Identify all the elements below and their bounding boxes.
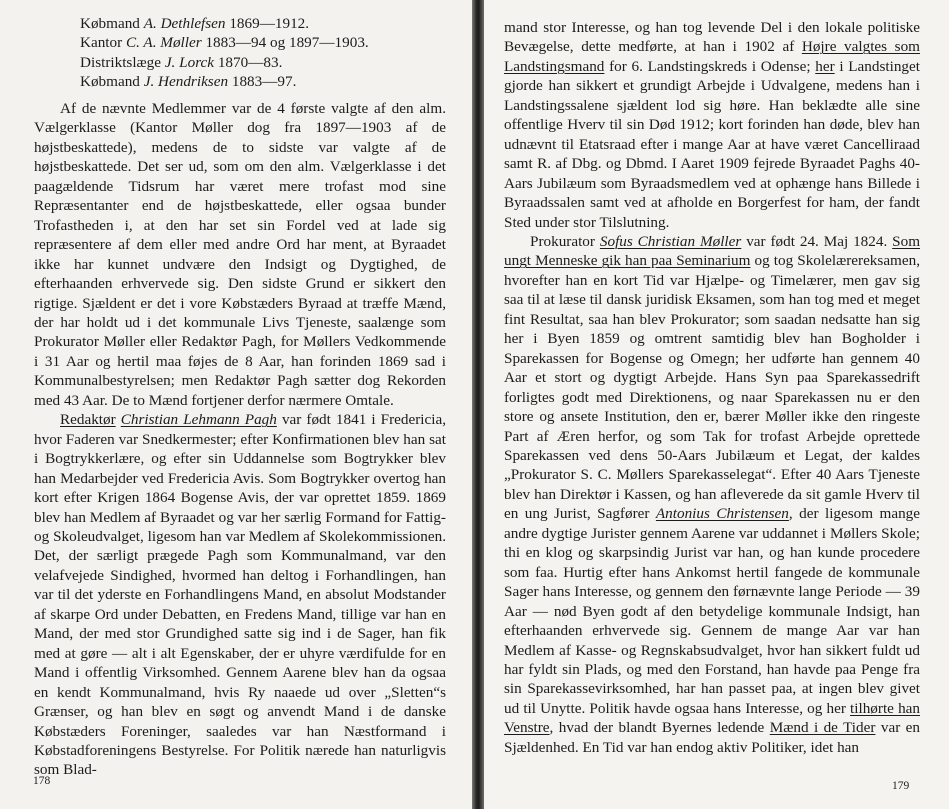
list-item <box>80 53 369 72</box>
text-run: for 6. Landstingskreds i Odense; <box>604 57 816 75</box>
pagh-text: var født 1841 i Fredericia, hvor Faderen var Snedkermester; efter Konfirmationen blev han sat i Bogtrykkerlære, og efter sin Uddannelse som Bogtrykker blev han Medarbejder ved Fredericia Avis. Som Bogtrykker overtog han kort efter Krigen 1864 Bogense Avis, der var oprettet 1859. 1869 blev han Medlem af Byraadet og var her særlig Formand for Fattig- og Skoleudvalget, ligesom han var Medlem af Skolekommissionen. Det, der særligt prægede Pagh som Kommunalmand, var den velafvejede Sindighed, hvormed han deltog i Forhandlingen, han var til det yderste en Forhandlingens Mand, en absolut Modstander af skarpe Ord under Debatten, en Fredens Mand, tillige var han en Mand, der med stor Grundighed satte sig ind i de Sager, han fik med at gøre — alt i alt Egenskaber, der er uhyre værdifulde for en Mand i offentlig Virksomhed. Gennem Aarene blev han da ogsaa en kendt Kommunalmand, hvis Ry naaede ud over „Sletten“s Grænser, og han blev en søgt og anvendt Mand i de danske Købstæders Foreninger, saaledes var han Næstformand i Købstadforeningens Bestyrelse. For Politik nærede han naturligvis som Blad- <box>34 411 447 779</box>
left-body-text <box>34 99 446 780</box>
list-item-name: C. A. Møller <box>125 34 202 52</box>
list-item-title: Distriktslæge <box>80 53 162 71</box>
list-item-years: 1883—97. <box>231 73 297 91</box>
page-number-left: 178 <box>33 775 51 787</box>
text-run: og tog Skolelærereksamen, hvorefter han en kort Tid var Hjælpe- og Timelærer, men gav sig saa til at læse til dansk juridisk Eksamen, som han tog med et meget fint Resultat, saa han blev Prokurator; som saadan nedsatte han sig her i Byen 1859 og omtrent samtidig blev han Bogholder i Sparekassen for Bogense og Omegn; her udførte han gennem 40 Aar et stort og dygtigt Arbejde. Hans Syn paa Sparekassedrift forligtes godt med Direktionens, og naar Sparekassen nu er den store og ansete Institution, den er, bærer Møller ikke den ringeste Part af Æren herfor, og som Tak for trofast Arbejde oprettede Sparekassen ved dens 50-Aars Jubilæum et Legat, der kaldes „Prokurator S. C. Møllers Sparekasselegat“. Efter 40 Aars Tjeneste blev han Direktør i Kassen, og han afleverede da sit gamle Hverv til en ung Jurist, Sagfører <box>504 252 921 523</box>
pagh-name: Christian Lehmann Pagh <box>120 411 277 429</box>
list-item-title: Kantor <box>80 34 123 52</box>
moller-name: Sofus Christian Møller <box>599 232 742 250</box>
list-item-name: J. Lorck <box>164 53 215 71</box>
list-item <box>80 33 369 52</box>
right-page <box>484 0 949 809</box>
underlined-text: Mænd i de Tider <box>769 719 876 737</box>
list-item-title: Købmand <box>80 15 140 32</box>
member-list <box>80 14 369 92</box>
text-run: var en Sjældenhed. En Tid var han endog aktiv Politiker, idet han <box>504 719 920 756</box>
left-page <box>0 0 472 809</box>
text-run: , hvad der blandt Byernes ledende <box>549 719 770 737</box>
text-run: var født 24. Maj 1824. <box>741 232 893 250</box>
list-item <box>80 72 369 91</box>
list-item-years: 1870—83. <box>217 53 283 71</box>
underlined-text: Som ungt Menneske gik han paa Seminarium <box>504 232 921 270</box>
underlined-text: tilhørte han Venstre <box>504 699 920 737</box>
underlined-text: Højre valgtes som Landstingsmand <box>504 38 920 75</box>
right-body-text <box>504 18 920 757</box>
book-gutter <box>472 0 484 809</box>
list-item-name: J. Hendriksen <box>143 73 229 91</box>
text-run: , der ligesom mange andre dygtige Jurister gennem Aarene var uddannet i Møllers Skole; thi en klog og skarpsindig Jurist var han, og han kunde procedere som faa. Hurtig efter hans Ankomst hertil fangede de kommunale Sager hans Interesse, og gennem den førnævnte lange Periode — 39 Aar — nød Byen godt af den betydelige kommunale Indsigt, han efterhaanden erhvervede sig. Gennem de mange Aar var han Medlem af Kasse- og Regnskabsudvalget, hvor han sikkert fuldt ud har fyldt sin Plads, og med den Forstand, han havde paa Penge fra sin Sparekassevirksomhed, har han passet paa, at ingen blev givet ud til Unytte. Politik havde ogsaa hans Interesse, og her <box>504 505 920 717</box>
text-run: i Landstinget gjorde han sikkert et grundigt Arbejde i Udvalgene, medens han i Landstingssalene sjældent lod sig høre. Han beklædte alle sine offentlige Hverv til sin Død 1912; kort forinden han døde, blev han udnævnt til Etatsraad efter i mange Aar at have været Cancelliraad samt R. af Dbg. og Dbmd. I Aaret 1909 fejrede Byraadet Paghs 40-Aars Jubilæum som Byraadsmedlem ved at ophænge hans Billede i Byraadssalen samt ved at afholde en Borgerfest for ham, der fandt Sted under stor Tilslutning. <box>504 57 920 231</box>
pagh-title: Redaktør <box>60 411 116 429</box>
paragraph-moller <box>504 232 920 757</box>
moller-title: Prokurator <box>530 232 595 250</box>
paragraph-members-summary: Af de nævnte Medlemmer var de 4 første valgte af den alm. Vælgerklasse (Kantor Møller dog fra 1897—1903 af de højstbeskattede), medens de to sidste var valgte af de højstbeskattede. Det ser ud, som om den alm. Vælgerklasse i det paagældende Tidsrum har været mere trofast mod sine Repræsentanter end de højstbeskattede, eller ogsaa bunder Trofastheden i, at den har set sin Fordel ved at lade sig repræsentere af dem eller med andre Ord har ment, at Byraadet ikke har kunnet undvære den Indsigt og Dygtighed, de efterhaanden erhvervede sig. Den sidste Grund er sikkert den rigtige. Sjældent er det i vore Købstæders Byraad at træffe Mænd, der har holdt ud i det kommunale Livs Tjeneste, saalænge som Prokurator Møller eller Redaktør Pagh, for Møllers Vedkommende i 31 Aar og hertil maa føjes de 8 Aar, han forinden 1869 sad i Kommunalbestyrelsen; men Redaktør Pagh sætter dog Rekorden med 43 Aar. De to Mænd fortjener derfor nærmere Omtale. <box>34 100 446 409</box>
paragraph-pagh <box>34 410 446 780</box>
paragraph-pagh-continued <box>504 18 920 232</box>
list-item <box>80 14 369 33</box>
underlined-text: her <box>815 57 835 75</box>
list-item-years: 1869—1912. <box>229 15 310 32</box>
list-item-name: A. Dethlefsen <box>143 15 226 32</box>
page-number-right: 179 <box>892 780 910 792</box>
christensen-name: Antonius Christensen <box>655 505 789 523</box>
list-item-years: 1883—94 og 1897—1903. <box>205 34 369 52</box>
text-run: mand stor Interesse, og han tog levende Del i den lokale politiske Bevægelse, dette medførte, at han i 1902 af <box>504 19 920 56</box>
list-item-title: Købmand <box>80 73 140 91</box>
